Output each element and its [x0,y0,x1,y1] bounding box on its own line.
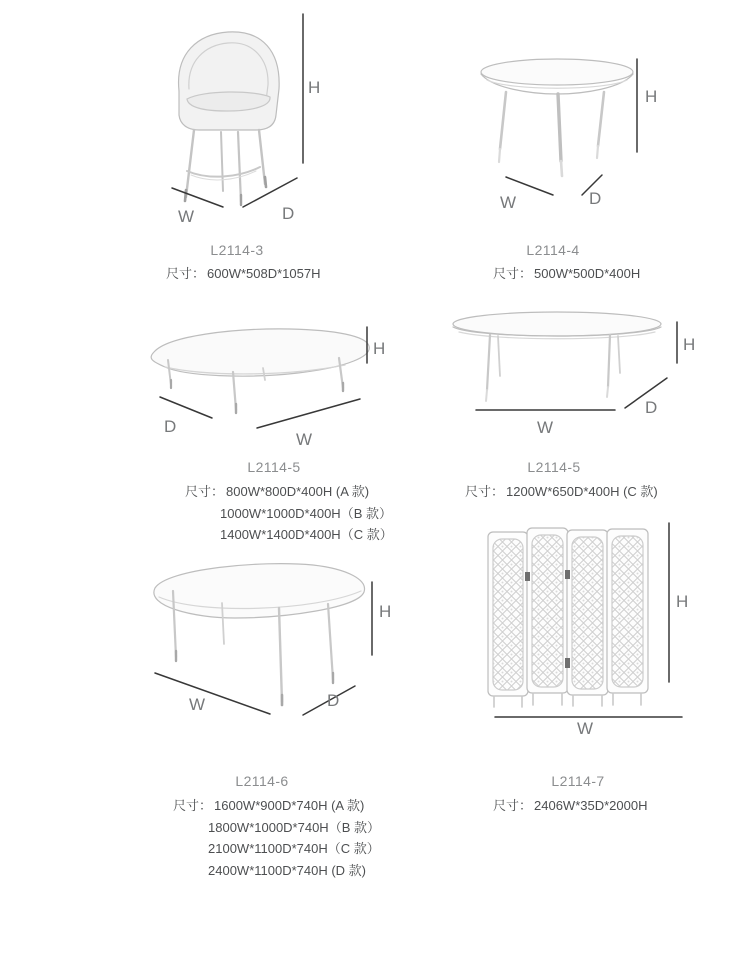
size-prefix: 尺寸： [185,484,225,499]
size-value: 1000W*1000D*400H（B 款） [220,505,392,521]
product-code-6: L2114-7 [551,773,605,789]
product-sizes-2 [493,263,640,285]
width-dim-letter: W [296,430,313,449]
oval-coffee-table-drawing [445,305,705,440]
round-side-table-drawing [470,45,670,215]
size-value: 1600W*900D*740H (A 款) [214,798,365,813]
width-dim-letter: W [500,193,517,212]
dimension-lines-4 [476,322,695,437]
bar-stool-drawing [158,5,333,230]
width-dim-letter: W [577,719,594,738]
size-value: 1800W*1000D*740H（B 款） [208,819,380,835]
product-sizes-4 [465,481,658,503]
product-sizes-6 [493,795,647,817]
size-prefix: 尺寸： [493,266,533,281]
height-dim-letter: H [676,592,689,611]
height-dim-letter: H [373,339,386,358]
product-code-1: L2114-3 [210,242,264,258]
product-code-5: L2114-6 [235,773,289,789]
depth-dim-letter: D [164,417,177,436]
depth-dim-letter: D [589,189,602,208]
height-dim-letter: H [683,335,696,354]
product-code-3: L2114-5 [247,459,301,475]
size-value: 600W*508D*1057H [207,266,321,281]
size-prefix: 尺寸： [173,798,213,813]
rounded-square-coffee-table-drawing [140,315,395,455]
width-dim-letter: W [178,207,195,226]
depth-dim-letter: D [282,204,295,223]
folding-screen-drawing [480,515,695,750]
depth-dim-letter: D [327,691,340,710]
product-sizes-3 [185,481,393,546]
size-value: 800W*800D*400H (A 款) [226,484,370,499]
size-prefix: 尺寸： [166,266,206,281]
size-prefix: 尺寸： [493,798,533,813]
size-value: 2100W*1100D*740H（C 款） [208,841,380,856]
product-sizes-1 [166,263,320,285]
height-dim-letter: H [308,78,321,97]
oval-dining-table-drawing [145,555,400,725]
depth-dim-letter: D [645,398,658,417]
size-value: 1400W*1400D*400H（C 款） [220,527,393,542]
product-sizes-5 [173,795,380,881]
height-dim-letter: H [645,87,658,106]
size-value: 2406W*35D*2000H [534,798,648,813]
product-code-4: L2114-5 [527,459,581,475]
size-prefix: 尺寸： [465,484,505,499]
size-value: 2400W*1100D*740H (D 款) [208,862,366,878]
width-dim-letter: W [537,418,554,437]
width-dim-letter: W [189,695,206,714]
size-value: 1200W*650D*400H (C 款) [506,484,658,499]
size-value: 500W*500D*400H [534,266,641,281]
height-dim-letter: H [379,602,392,621]
product-code-2: L2114-4 [526,242,580,258]
